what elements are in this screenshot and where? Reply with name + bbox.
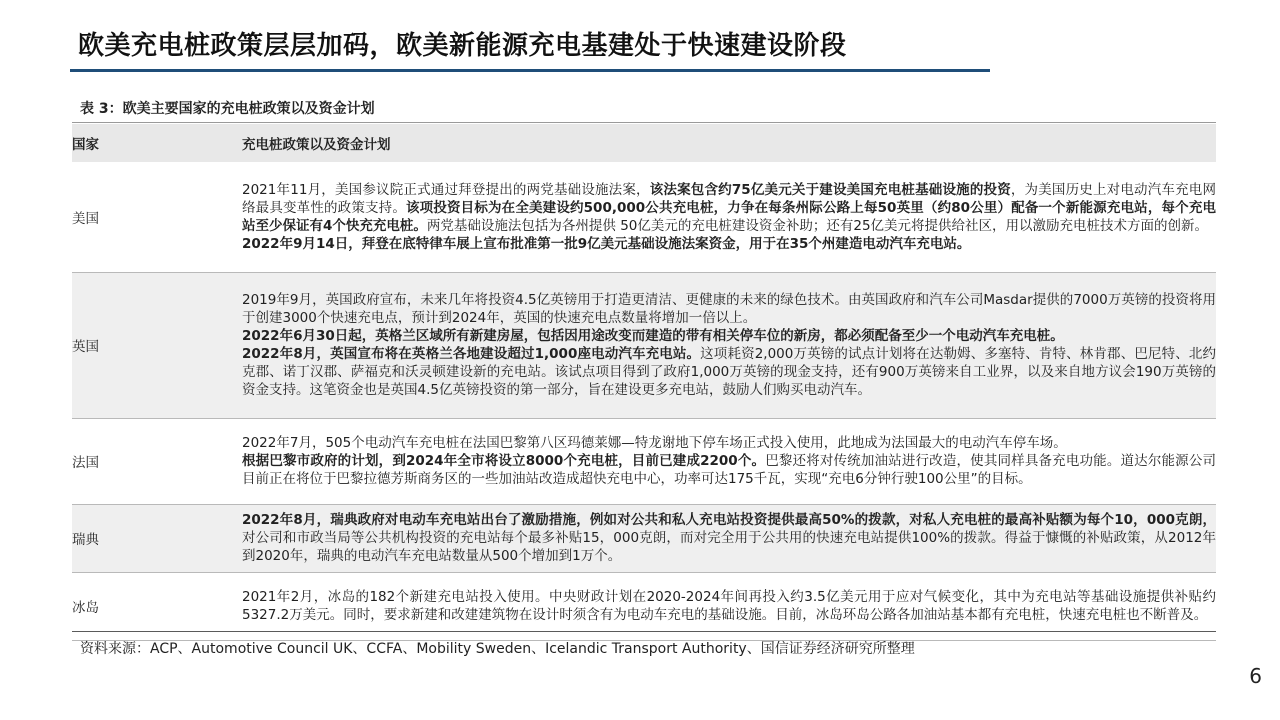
policy-text-span: 2021年11月，美国参议院正式通过拜登提出的两党基础设施法案， <box>242 181 650 198</box>
policy-text-span: ，为美国历史上对电动汽车充电网络最具变革性的政策支持。 <box>242 181 1216 216</box>
country-cell: 英国 <box>72 339 99 355</box>
policy-cell <box>242 272 1216 418</box>
policy-text-bold: 2022年8月，瑞典政府对电动车充电站出台了激励措施，例如对公共和私人充电站投资提供最高50%的拨款，对私人充电桩的最高补贴额为每个10，000克朗， <box>242 512 1216 528</box>
policy-cell <box>242 572 1216 640</box>
table-caption: 表 3：欧美主要国家的充电桩政策以及资金计划 <box>80 101 375 117</box>
policy-text-bold: 2022年9月14日，拜登在底特律车展上宣布批准第一批9亿美元基础设施法案资金，用于在35个州建造电动汽车充电站。 <box>242 235 971 252</box>
table-row <box>72 162 1216 272</box>
title-underline <box>70 69 990 72</box>
policy-text-span: 巴黎还将对传统加油站进行改造，使其同样具备充电功能。道达尔能源公司目前正在将位于巴黎拉德芳斯商务区的一些加油站改造成超快充电中心，功率可达175千瓦，实现“充电6分钟行驶100公里”的目标。 <box>242 453 1216 487</box>
policy-cell <box>242 162 1216 272</box>
policy-text-span: 2022年7月，505个电动汽车充电桩在法国巴黎第八区玛德莱娜—特龙谢地下停车场正式投入使用，此地成为法国最大的电动汽车停车场。 <box>242 435 1067 451</box>
source-note: 资料来源：ACP、Automotive Council UK、CCFA、Mobility Sweden、Icelandic Transport Authority、国信证券经济研究所整理 <box>80 641 915 657</box>
policy-cell <box>242 504 1216 572</box>
table-row <box>72 272 1216 418</box>
source-divider <box>72 631 1216 632</box>
country-cell: 美国 <box>72 210 99 227</box>
policy-table <box>72 124 1216 641</box>
policy-text-bold: 2022年6月30日起，英格兰区域所有新建房屋，包括因用途改变而建造的带有相关停车位的新房，都必须配备至少一个电动汽车充电桩。 <box>242 328 1064 344</box>
policy-text-span: 2021年2月，冰岛的182个新建充电站投入使用。中央财政计划在2020-2024年间再投入约3.5亿美元用于应对气候变化，其中为充电站等基础设施提供补贴约5327.2万美元。同时，要求新建和改建建筑物在设计时须含有为电动车充电的基础设施。目前，冰岛环岛公路各加油站基本都有充电桩，快速充电桩也不断普及。 <box>242 589 1216 623</box>
policy-text-bold: 该法案包含约75亿美元关于建设美国充电桩基础设施的投资 <box>649 181 1011 198</box>
table-body <box>72 162 1216 640</box>
policy-text-bold: 该项投资目标为在全美建设约500,000公共充电桩，力争在每条州际公路上每50英里（约80公里）配备一个新能源充电站，每个充电站至少保证有4个快充充电桩。 <box>242 199 1217 234</box>
header-country: 国家 <box>72 137 99 153</box>
country-cell: 法国 <box>72 455 99 471</box>
page-number: 6 <box>1249 664 1262 688</box>
header-policy: 充电桩政策以及资金计划 <box>242 137 391 153</box>
caption-divider <box>72 122 1216 123</box>
policy-text-span: 2019年9月，英国政府宣布，未来几年将投资4.5亿英镑用于打造更清洁、更健康的未来的绿色技术。由英国政府和汽车公司Masdar提供的7000万英镑的投资将用于创建3000个快速充电点，预计到2024年，英国的快速充电点数量将增加一倍以上。 <box>242 292 1216 326</box>
country-cell: 冰岛 <box>72 600 99 616</box>
table-header-row <box>72 124 1216 162</box>
policy-text-span: 这项耗资2,000万英镑的试点计划将在达勒姆、多塞特、肯特、林肯郡、巴尼特、北约克郡、诺丁汉郡、萨福克和沃灵顿建设新的充电站。该试点项目得到了政府1,000万英镑的现金支持，还有900万英镑来自工业界，以及来自地方议会190万英镑的资金支持。这笔资金也是英国4.5亿英镑投资的第一部分，旨在建设更多充电站，鼓励人们购买电动汽车。 <box>242 346 1216 398</box>
table-row <box>72 418 1216 504</box>
slide-title: 欧美充电桩政策层层加码，欧美新能源充电基建处于快速建设阶段 <box>78 31 847 61</box>
policy-text-bold: 2022年8月，英国宣布将在英格兰各地建设超过1,000座电动汽车充电站。 <box>242 346 701 362</box>
policy-text-span: 两党基础设施法包括为各州提供 50亿美元的充电桩建设资金补助；还有25亿美元将提供给社区，用以激励充电桩技术方面的创新。 <box>426 217 1209 234</box>
policy-cell <box>242 418 1216 504</box>
table-row <box>72 572 1216 640</box>
policy-text-span: 对公司和市政当局等公共机构投资的充电站每个最多补贴15，000克朗，而对完全用于公共用的快速充电站提供100%的拨款。得益于慷慨的补贴政策，从2012年到2020年，瑞典的电动汽车充电站数量从500个增加到1万个。 <box>242 530 1216 564</box>
country-cell: 瑞典 <box>72 532 99 548</box>
table-row <box>72 504 1216 572</box>
policy-text-bold: 根据巴黎市政府的计划，到2024年全市将设立8000个充电桩，目前已建成2200个。 <box>242 453 766 469</box>
